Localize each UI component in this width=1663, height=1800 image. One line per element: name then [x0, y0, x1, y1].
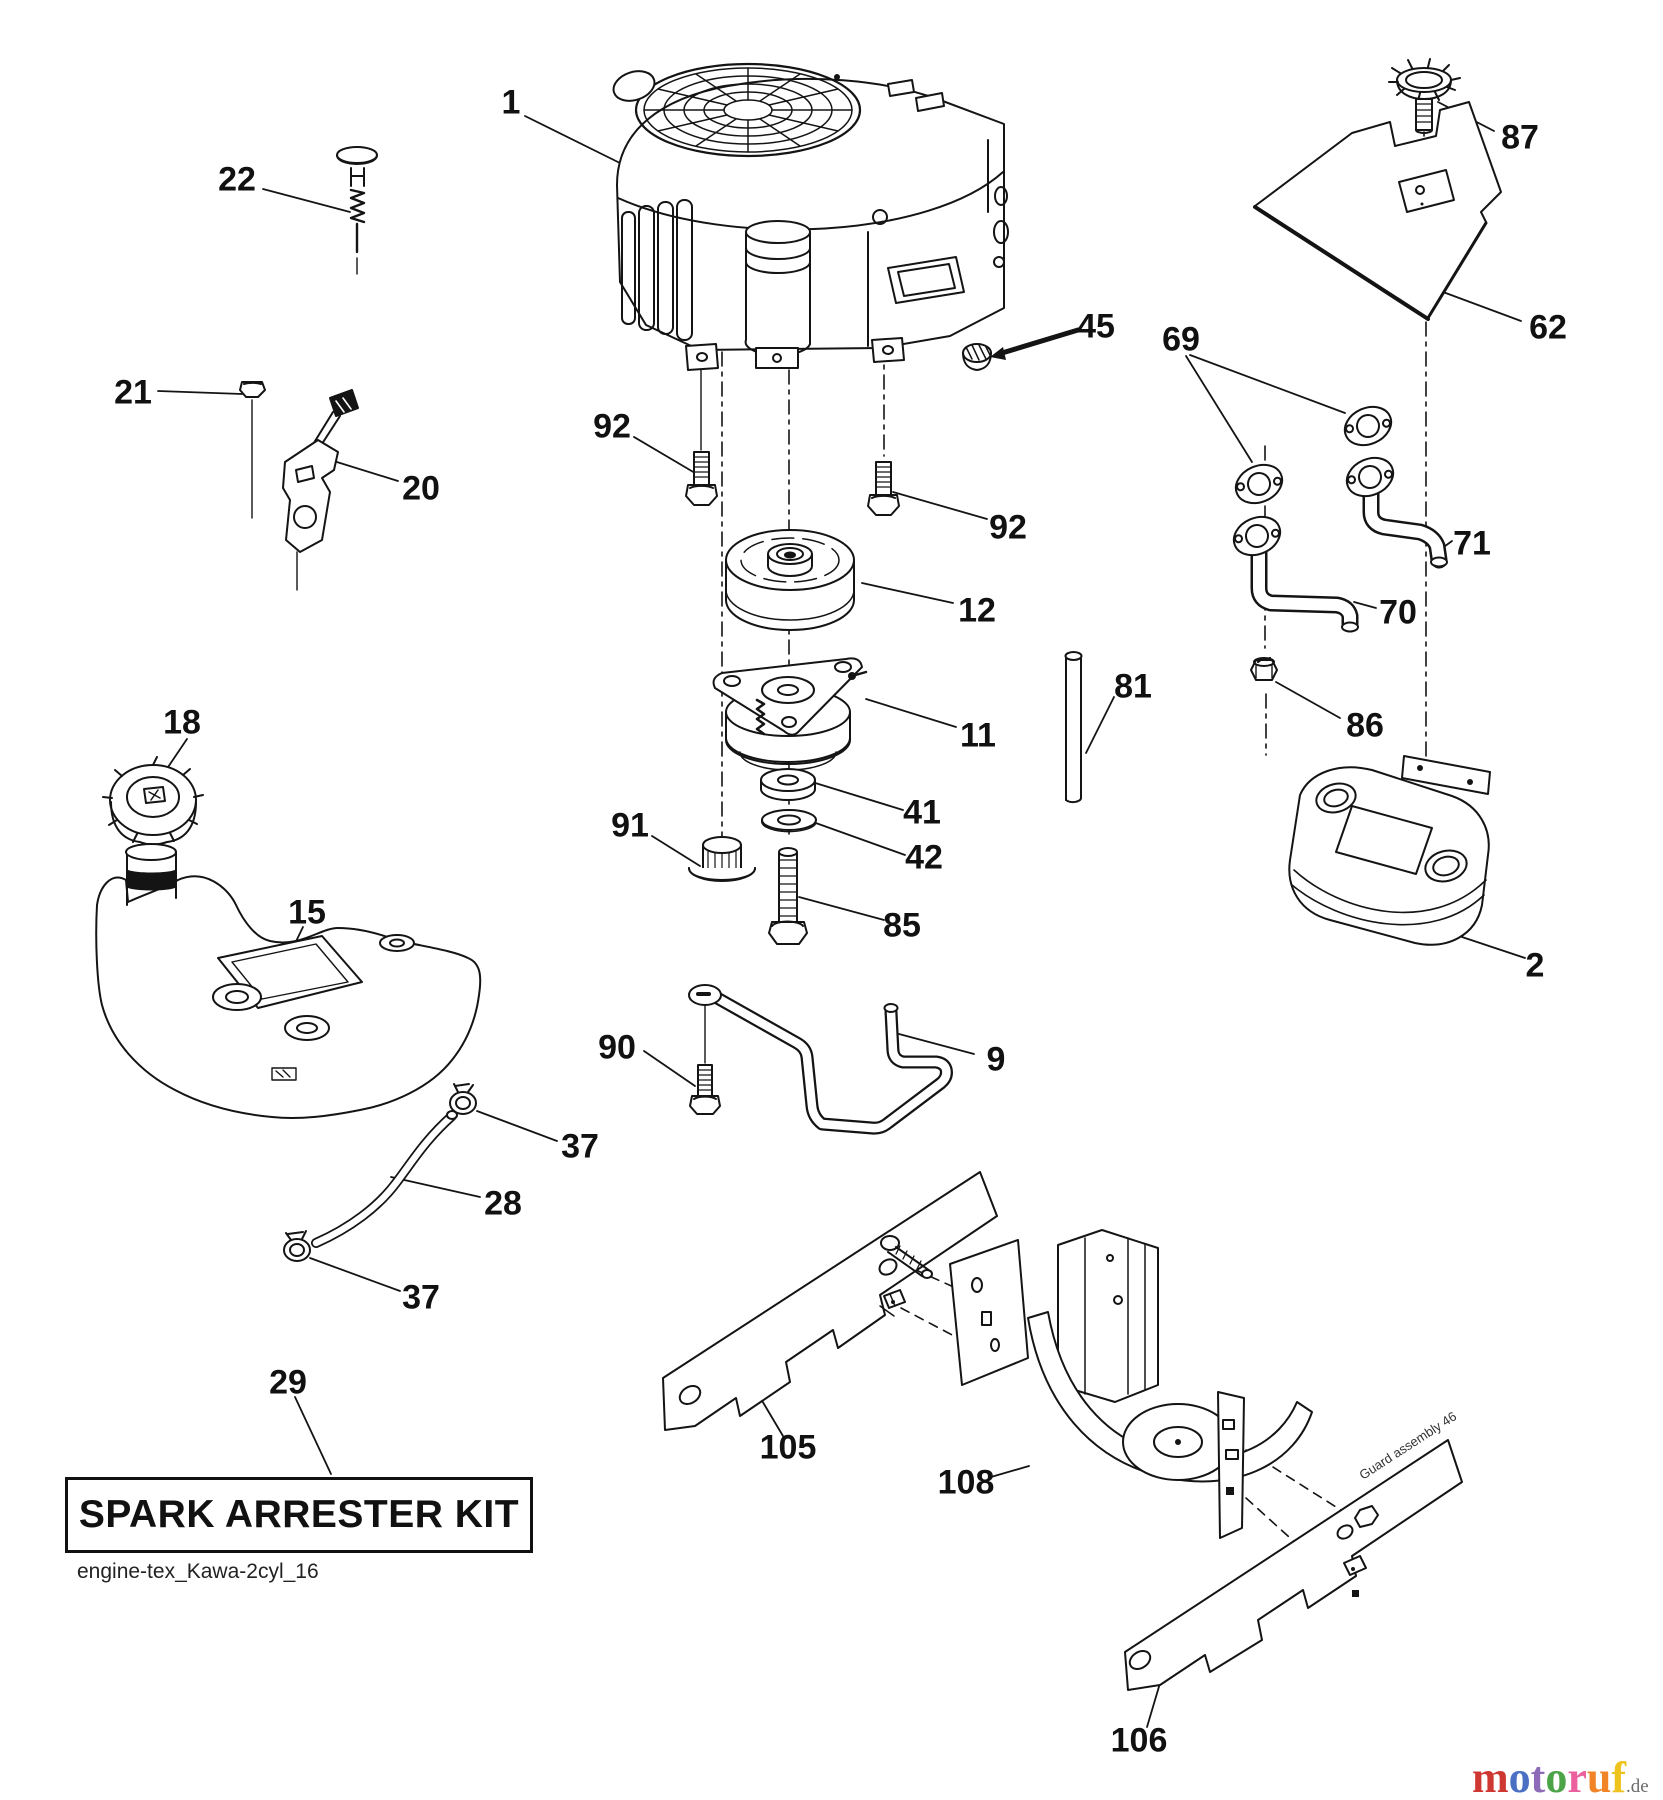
- fuel-tank: [96, 844, 480, 1118]
- engine: [610, 64, 1008, 370]
- part-label-86: 86: [1346, 706, 1384, 745]
- watermark-letter-6: f: [1611, 1753, 1626, 1800]
- choke-control-20: [283, 390, 358, 590]
- part-label-37-upper: 37: [561, 1127, 599, 1166]
- watermark-letter-0: m: [1472, 1753, 1509, 1800]
- plate-inscription: Guard assembly 46: [1356, 1408, 1460, 1483]
- part-label-92-left: 92: [593, 407, 631, 446]
- washer-41: [761, 769, 815, 800]
- part-label-45: 45: [1077, 307, 1115, 346]
- part-label-106: 106: [1110, 1721, 1168, 1760]
- part-label-92-right: 92: [989, 508, 1027, 547]
- pipe-71-flange: [1341, 451, 1399, 503]
- part-label-29: 29: [269, 1363, 307, 1402]
- file-caption: engine-tex_Kawa-2cyl_16: [77, 1560, 319, 1583]
- part-label-71: 71: [1453, 524, 1491, 563]
- arrow-45: [990, 330, 1078, 360]
- bolt-92-right: [868, 462, 899, 515]
- part-label-62: 62: [1529, 308, 1567, 347]
- watermark: [1472, 1753, 1649, 1800]
- part-label-81: 81: [1114, 667, 1152, 706]
- spark-arrester-kit-label: SPARK ARRESTER KIT: [78, 1493, 520, 1536]
- cap-nut-45: [963, 344, 991, 370]
- part-label-42: 42: [905, 838, 943, 877]
- part-label-20: 20: [402, 469, 440, 508]
- watermark-letter-4: r: [1567, 1753, 1587, 1800]
- nut-86: [1251, 658, 1277, 680]
- fuel-line: [316, 1111, 457, 1243]
- engine-guard-108: [950, 1230, 1312, 1538]
- hose-clamp-lower: [284, 1231, 310, 1261]
- part-label-87: 87: [1501, 118, 1539, 157]
- part-label-11: 11: [960, 716, 996, 755]
- heat-shield-62: [1255, 102, 1501, 319]
- washer-42: [762, 810, 816, 832]
- tube-81: [1066, 652, 1082, 802]
- pulley: [726, 530, 854, 630]
- part-label-2: 2: [1525, 946, 1545, 985]
- pipe-70-flange: [1228, 510, 1286, 562]
- part-label-105: 105: [759, 1428, 817, 1467]
- support-rod: [689, 985, 946, 1128]
- spacer-91: [689, 837, 755, 881]
- part-label-69: 69: [1162, 320, 1200, 359]
- bolt-92-left: [686, 452, 717, 505]
- part-label-28: 28: [484, 1184, 522, 1223]
- part-label-41: 41: [903, 793, 941, 832]
- watermark-letter-3: o: [1545, 1753, 1568, 1800]
- watermark-letter-5: u: [1586, 1753, 1612, 1800]
- clutch: [714, 658, 866, 770]
- part-label-90: 90: [598, 1028, 636, 1067]
- spark-arrester-kit-box: [65, 1477, 533, 1553]
- part-label-9: 9: [986, 1040, 1006, 1079]
- part-label-18: 18: [163, 703, 201, 742]
- baffle-plate-105: [663, 1172, 997, 1430]
- screw-21: [240, 382, 265, 518]
- exhaust-pipe-71: [1371, 490, 1447, 567]
- part-label-1: 1: [501, 83, 521, 122]
- watermark-suffix: .de: [1625, 1776, 1649, 1797]
- part-label-70: 70: [1379, 593, 1417, 632]
- bolt-85: [769, 848, 807, 944]
- part-label-108: 108: [937, 1463, 995, 1502]
- bolt-90: [690, 1065, 720, 1114]
- fuel-cap: [103, 757, 203, 845]
- part-label-21: 21: [114, 373, 152, 412]
- part-label-85: 85: [883, 906, 921, 945]
- part-label-15: 15: [288, 893, 326, 932]
- part-label-22: 22: [218, 160, 256, 199]
- part-label-37-lower: 37: [402, 1278, 440, 1317]
- watermark-letter-2: t: [1530, 1753, 1546, 1800]
- hose-clamp-upper: [450, 1084, 476, 1114]
- watermark-letter-1: o: [1508, 1753, 1531, 1800]
- part-label-12: 12: [958, 591, 996, 630]
- exhaust-gasket-1: [1339, 400, 1397, 452]
- exhaust-pipe-70: [1259, 548, 1358, 632]
- muffler: [1289, 756, 1490, 945]
- part-label-91: 91: [611, 806, 649, 845]
- exhaust-gasket-2: [1230, 458, 1288, 510]
